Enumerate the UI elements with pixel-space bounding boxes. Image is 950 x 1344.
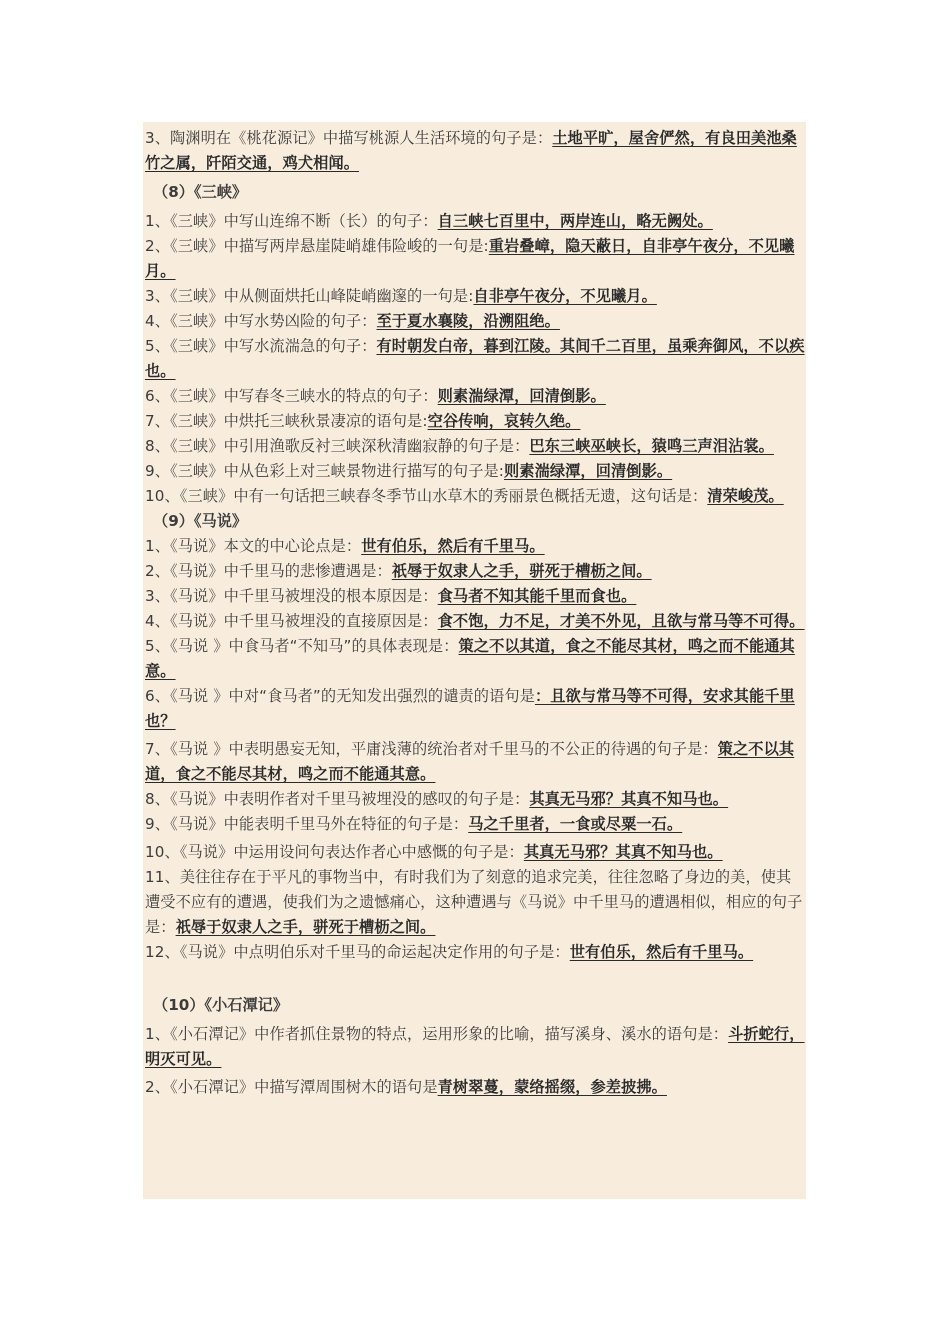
answer: 策之不以其道，食之不能尽其材，鸣之而不能通其意。 xyxy=(145,740,795,783)
answer: 其真无马邪？其真不知马也。 xyxy=(529,790,729,808)
answer: 则素湍绿潭，回清倒影。 xyxy=(504,462,673,480)
answer: 清荣峻茂。 xyxy=(707,487,784,505)
qa-item: 1、《小石潭记》中作者抓住景物的特点，运用形象的比喻，描写溪身、溪水的语句是：斗折蛇行，明灭可见。 xyxy=(145,1025,805,1068)
qa-item: 5、《三峡》中写水流湍急的句子：有时朝发白帝，暮到江陵。其间千二百里，虽乘奔御风，不以疾也。 xyxy=(145,337,805,380)
answer: 斗折蛇行，明灭可见。 xyxy=(145,1025,805,1068)
qa-item: 11、美往往存在于平凡的事物当中，有时我们为了刻意的追求完美，往往忽略了身边的美，使其遭受不应有的遭遇，使我们为之遗憾痛心，这种遭遇与《马说》中千里马的遭遇相似，相应的句子是：祇辱于奴隶人之手，骈死于槽枥之间。 xyxy=(145,868,803,936)
section-heading-mashuo: （9）《马说》 xyxy=(153,512,248,530)
qa-item: 9、《三峡》中从色彩上对三峡景物进行描写的句子是:则素湍绿潭，回清倒影。 xyxy=(145,462,673,480)
answer: 则素湍绿潭，回清倒影。 xyxy=(437,387,606,405)
answer: 至于夏水襄陵，沿溯阻绝。 xyxy=(376,312,560,330)
qa-item: 5、《马说 》中食马者“不知马”的具体表现是：策之不以其道，食之不能尽其材，鸣之而不能通其意。 xyxy=(145,637,795,680)
answer: 世有伯乐，然后有千里马。 xyxy=(361,537,545,555)
answer: 巴东三峡巫峡长，猿鸣三声泪沾裳。 xyxy=(529,437,774,455)
answer: 有时朝发白帝，暮到江陵。其间千二百里，虽乘奔御风，不以疾也。 xyxy=(145,337,805,380)
qa-item: 10、《三峡》中有一句话把三峡春冬季节山水草木的秀丽景色概括无遗，这句话是：清荣峻茂。 xyxy=(145,487,784,505)
qa-item: 4、《三峡》中写水势凶险的句子：至于夏水襄陵，沿溯阻绝。 xyxy=(145,312,560,330)
answer: 其真无马邪？其真不知马也。 xyxy=(523,843,723,861)
qa-item: 4、《马说》中千里马被埋没的直接原因是：食不饱，力不足，才美不外见，且欲与常马等不可得。 xyxy=(145,612,805,630)
qa-item: 2、《小石潭记》中描写潭周围树木的语句是青树翠蔓，蒙络摇缀，参差披拂。 xyxy=(145,1078,667,1096)
answer: 重岩叠嶂，隐天蔽日，自非亭午夜分，不见曦月。 xyxy=(145,237,795,280)
qa-item: 1、《三峡》中写山连绵不断（长）的句子：自三峡七百里中，两岸连山，略无阙处。 xyxy=(145,212,713,230)
answer: 自非亭午夜分，不见曦月。 xyxy=(473,287,657,305)
qa-item: 8、《马说》中表明作者对千里马被埋没的感叹的句子是：其真无马邪？其真不知马也。 xyxy=(145,790,729,808)
answer: 青树翠蔓，蒙络摇缀，参差披拂。 xyxy=(437,1078,667,1096)
answer: 世有伯乐，然后有千里马。 xyxy=(569,943,754,961)
qa-item: 9、《马说》中能表明千里马外在特征的句子是：马之千里者，一食或尽粟一石。 xyxy=(145,815,683,833)
qa-item: 7、《马说 》中表明愚妄无知，平庸浅薄的统治者对千里马的不公正的待遇的句子是：策之不以其道，食之不能尽其材，鸣之而不能通其意。 xyxy=(145,740,795,783)
qa-item: 8、《三峡》中引用渔歌反衬三峡深秋清幽寂静的句子是：巴东三峡巫峡长，猿鸣三声泪沾裳。 xyxy=(145,437,774,455)
qa-item: 6、《马说 》中对“食马者”的无知发出强烈的谴责的语句是：且欲与常马等不可得，安求其能千里也？ xyxy=(145,687,795,730)
answer: 策之不以其道，食之不能尽其材，鸣之而不能通其意。 xyxy=(145,637,795,680)
answer: ：且欲与常马等不可得，安求其能千里也？ xyxy=(145,687,795,730)
qa-item: 3、《马说》中千里马被埋没的根本原因是：食马者不知其能千里而食也。 xyxy=(145,587,637,605)
answer: 祇辱于奴隶人之手，骈死于槽枥之间。 xyxy=(391,562,652,580)
section-heading-xiaoshitan: （10）《小石潭记》 xyxy=(153,996,289,1014)
answer: 食马者不知其能千里而食也。 xyxy=(437,587,637,605)
qa-item: 1、《马说》本文的中心论点是：世有伯乐，然后有千里马。 xyxy=(145,537,545,555)
answer: 马之千里者，一食或尽粟一石。 xyxy=(468,815,683,833)
qa-item: 2、《马说》中千里马的悲惨遭遇是：祇辱于奴隶人之手，骈死于槽枥之间。 xyxy=(145,562,652,580)
qa-item: 12、《马说》中点明伯乐对千里马的命运起决定作用的句子是：世有伯乐，然后有千里马。 xyxy=(145,943,754,961)
qa-item: 7、《三峡》中烘托三峡秋景凄凉的语句是:空谷传响，哀转久绝。 xyxy=(145,412,581,430)
answer: 自三峡七百里中，两岸连山，略无阙处。 xyxy=(437,212,713,230)
answer: 土地平旷，屋舍俨然，有良田美池桑竹之属，阡陌交通，鸡犬相闻。 xyxy=(145,129,797,172)
answer: 祇辱于奴隶人之手，骈死于槽枥之间。 xyxy=(175,918,436,936)
document-panel xyxy=(143,122,806,1199)
qa-item: 3、陶渊明在《桃花源记》中描写桃源人生活环境的句子是：土地平旷，屋舍俨然，有良田美池桑竹之属，阡陌交通，鸡犬相闻。 xyxy=(145,129,797,172)
qa-item: 10、《马说》中运用设问句表达作者心中感慨的句子是：其真无马邪？其真不知马也。 xyxy=(145,843,723,861)
section-heading-sanxia: （8）《三峡》 xyxy=(153,183,248,201)
answer: 食不饱，力不足，才美不外见，且欲与常马等不可得。 xyxy=(437,612,805,630)
qa-item: 2、《三峡》中描写两岸悬崖陡峭雄伟险峻的一句是:重岩叠嶂，隐天蔽日，自非亭午夜分，不见曦月。 xyxy=(145,237,795,280)
qa-item: 6、《三峡》中写春冬三峡水的特点的句子：则素湍绿潭，回清倒影。 xyxy=(145,387,606,405)
answer: 空谷传响，哀转久绝。 xyxy=(427,412,581,430)
qa-item: 3、《三峡》中从侧面烘托山峰陡峭幽邃的一句是:自非亭午夜分，不见曦月。 xyxy=(145,287,657,305)
